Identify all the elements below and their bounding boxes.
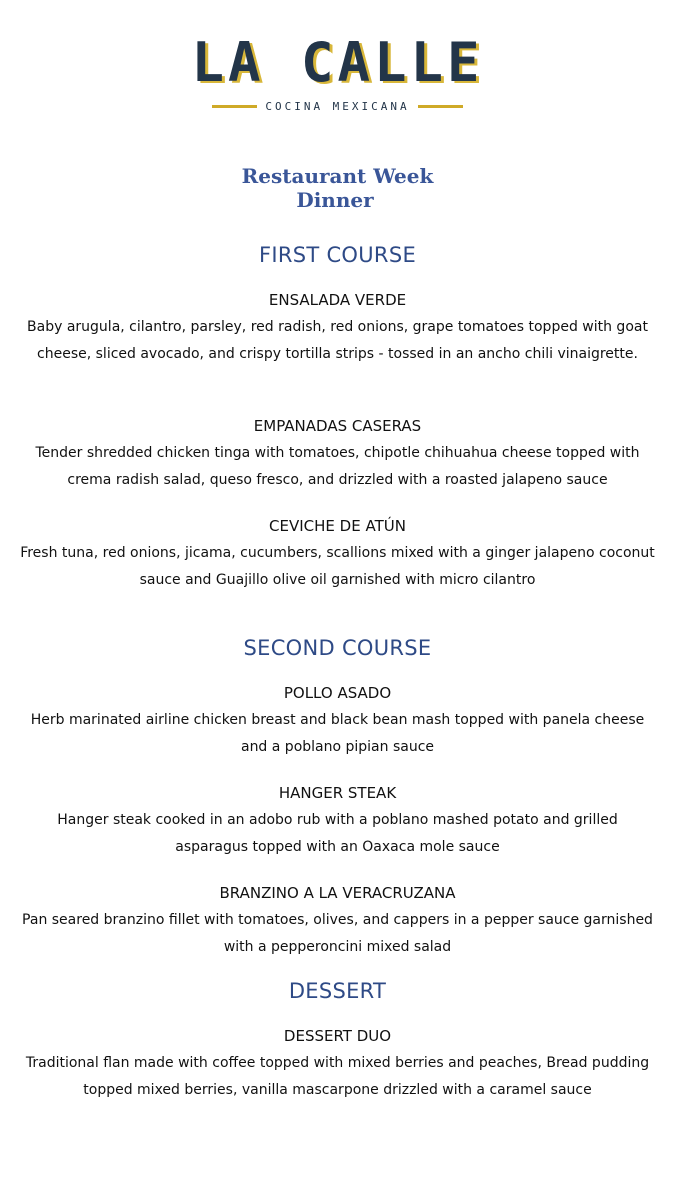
menu-item bbox=[20, 880, 655, 961]
first-course-heading: FIRST COURSE bbox=[258, 243, 417, 267]
menu-item bbox=[20, 680, 655, 761]
menu-item bbox=[20, 413, 655, 494]
event-title-line2: Dinner bbox=[296, 188, 374, 212]
menu-item-description: Herb marinated airline chicken breast and black bean mash topped with panela cheese and a poblano pipian sauce bbox=[30, 712, 645, 755]
menu-item-name: CEVICHE DE ATÚN bbox=[269, 517, 406, 535]
menu-item-description: Tender shredded chicken tinga with tomatoes, chipotle chihuahua cheese topped with crema radish salad, queso fresco, and drizzled with a roasted jalapeno sauce bbox=[35, 445, 640, 488]
menu-item bbox=[20, 780, 655, 861]
menu-item-description: Pan seared branzino fillet with tomatoes, olives, and cappers in a pepper sauce garnished with a pepperoncini mixed salad bbox=[22, 912, 653, 955]
logo-divider-left bbox=[212, 105, 257, 108]
menu-item-description: Fresh tuna, red onions, jicama, cucumbers, scallions mixed with a ginger jalapeno coconut sauce and Guajillo olive oil garnished with micro cilantro bbox=[20, 545, 655, 588]
restaurant-logo bbox=[0, 28, 675, 113]
menu-item-description: Traditional flan made with coffee topped with mixed berries and peaches, Bread pudding topped mixed berries, vanilla mascarpone drizzled with a caramel sauce bbox=[25, 1055, 650, 1098]
event-title bbox=[0, 164, 675, 212]
logo-subtitle-row bbox=[0, 100, 675, 113]
menu-item-description: Hanger steak cooked in an adobo rub with a poblano mashed potato and grilled asparagus topped with an Oaxaca mole sauce bbox=[57, 812, 618, 855]
dessert-heading: DESSERT bbox=[288, 979, 387, 1003]
event-title-line1: Restaurant Week bbox=[241, 164, 434, 188]
menu-item-name: HANGER STEAK bbox=[278, 784, 397, 802]
menu-item bbox=[20, 1023, 655, 1104]
menu-item bbox=[20, 513, 655, 594]
menu-item-name: BRANZINO A LA VERACRUZANA bbox=[219, 884, 456, 902]
logo-title: LA CALLE bbox=[191, 31, 484, 94]
second-course-heading: SECOND COURSE bbox=[243, 636, 432, 660]
menu-item-name: POLLO ASADO bbox=[283, 684, 392, 702]
logo-divider-right bbox=[418, 105, 463, 108]
menu-item-name: EMPANADAS CASERAS bbox=[253, 417, 422, 435]
menu-item-name: ENSALADA VERDE bbox=[268, 291, 407, 309]
menu-item-name: DESSERT DUO bbox=[283, 1027, 392, 1045]
logo-subtitle: COCINA MEXICANA bbox=[265, 100, 410, 113]
menu-item-description: Baby arugula, cilantro, parsley, red radish, red onions, grape tomatoes topped with goat cheese, sliced avocado, and crispy tortilla strips - tossed in an ancho chili vinaigrette. bbox=[27, 319, 648, 362]
menu-item bbox=[20, 287, 655, 368]
